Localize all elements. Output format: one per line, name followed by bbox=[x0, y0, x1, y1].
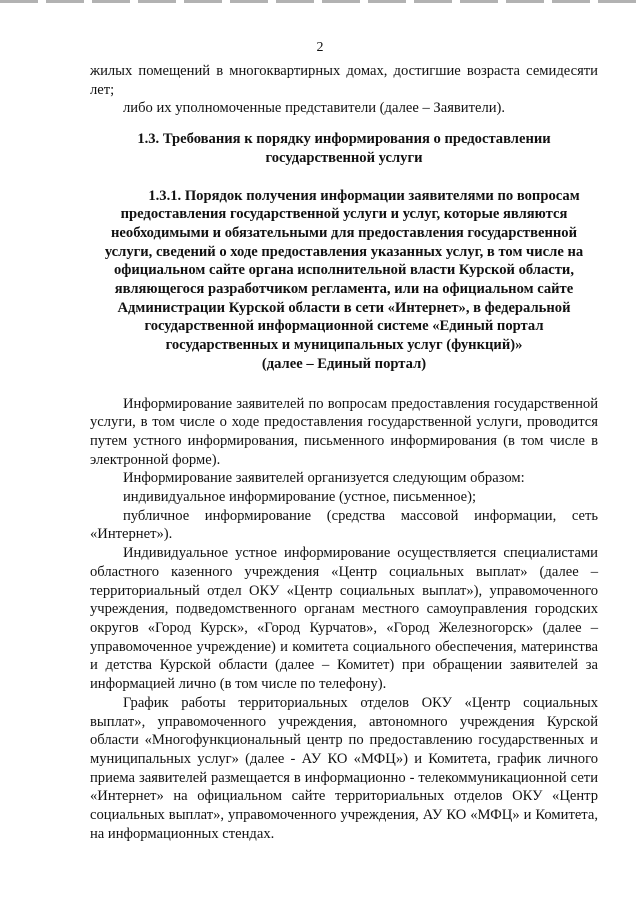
subsection-heading-line: предоставления государственной услуги и услуг, которые являются bbox=[120, 206, 568, 223]
subsection-heading-line: 1.3.1. Порядок получения информации заявителями по вопросам bbox=[148, 187, 580, 204]
subsection-heading-line: являющегося разработчиком регламента, или на официальном сайте bbox=[114, 281, 574, 298]
paragraph-individual: индивидуальное информирование (устное, письменное); bbox=[123, 489, 477, 506]
section-heading-1-3 bbox=[90, 130, 598, 167]
subsection-heading-line: официальном сайте органа исполнительной власти Курской области, bbox=[113, 262, 574, 279]
paragraph-continuation: жилых помещений в многоквартирных домах, достигшие возраста семидесяти лет; bbox=[90, 63, 598, 98]
subsection-heading-line: услуги, сведений о ходе предоставления указанных услуг, в том числе на bbox=[104, 243, 584, 260]
subsection-heading-line: необходимыми и обязательными для предоставления государственной bbox=[111, 224, 577, 241]
page-number: 2 bbox=[316, 40, 324, 55]
paragraph-public: публичное информирование (средства массовой информации, сеть «Интернет»). bbox=[90, 507, 598, 543]
subsection-heading-1-3-1 bbox=[90, 187, 598, 374]
paragraph-schedule: График работы территориальных отделов ОКУ «Центр социальных выплат», управомоченного учреждения, автономного учреждения Курской области «Многофункциональный центр по предоставлению государственных и муниципальных услуг» (далее - АУ КО «МФЦ») и Комитета, график личного приема заявителей размещается в информационно - телекоммуникационной сети «Интернет» на официальном сайте территориальных отделов ОКУ «Центр социальных выплат», управомоченного учреждения, АУ КО «МФЦ» и Комитета, на информационных стендах. bbox=[90, 694, 598, 842]
paragraph-individual-oral: Индивидуальное устное информирование осуществляется специалистами областного казенного учреждения «Центр социальных выплат» (далее – территориальный отдел ОКУ «Центр социальных выплат»), управомоченного учреждения, подведомственного органам местного самоуправления городских округов «Город Курск», «Город Курчатов», «Город Железногорск» (далее – управомоченное учреждение) и комитета социального обеспечения, материнства и детства Курской области (далее – Комитет) при обращении заявителей за информацией лично (в том числе по телефону). bbox=[90, 545, 598, 693]
subsection-heading-line: (далее – Единый портал) bbox=[261, 355, 427, 372]
section-heading-line: государственной услуги bbox=[265, 149, 423, 166]
subsection-heading-line: Администрации Курской области в сети «Интернет», в федеральной bbox=[117, 299, 571, 316]
paragraph-representatives: либо их уполномоченные представители (далее – Заявители). bbox=[123, 100, 506, 117]
section-heading-line: 1.3. Требования к порядку информирования о предоставлении bbox=[137, 131, 551, 148]
subsection-heading-line: государственной информационной системе «Единый портал bbox=[144, 318, 544, 335]
scan-top-edge bbox=[0, 0, 640, 3]
subsection-heading-line: государственных и муниципальных услуг (функций)» bbox=[165, 337, 523, 354]
paragraph-informing-methods: Информирование заявителей по вопросам предоставления государственной услуги, в том числе о ходе предоставления государственной услуги, проводится путем устного информирования, письменного информирования (в том числе в электронной форме). bbox=[90, 395, 598, 468]
paragraph-organization: Информирование заявителей организуется следующим образом: bbox=[123, 470, 525, 487]
document-body bbox=[90, 62, 598, 843]
